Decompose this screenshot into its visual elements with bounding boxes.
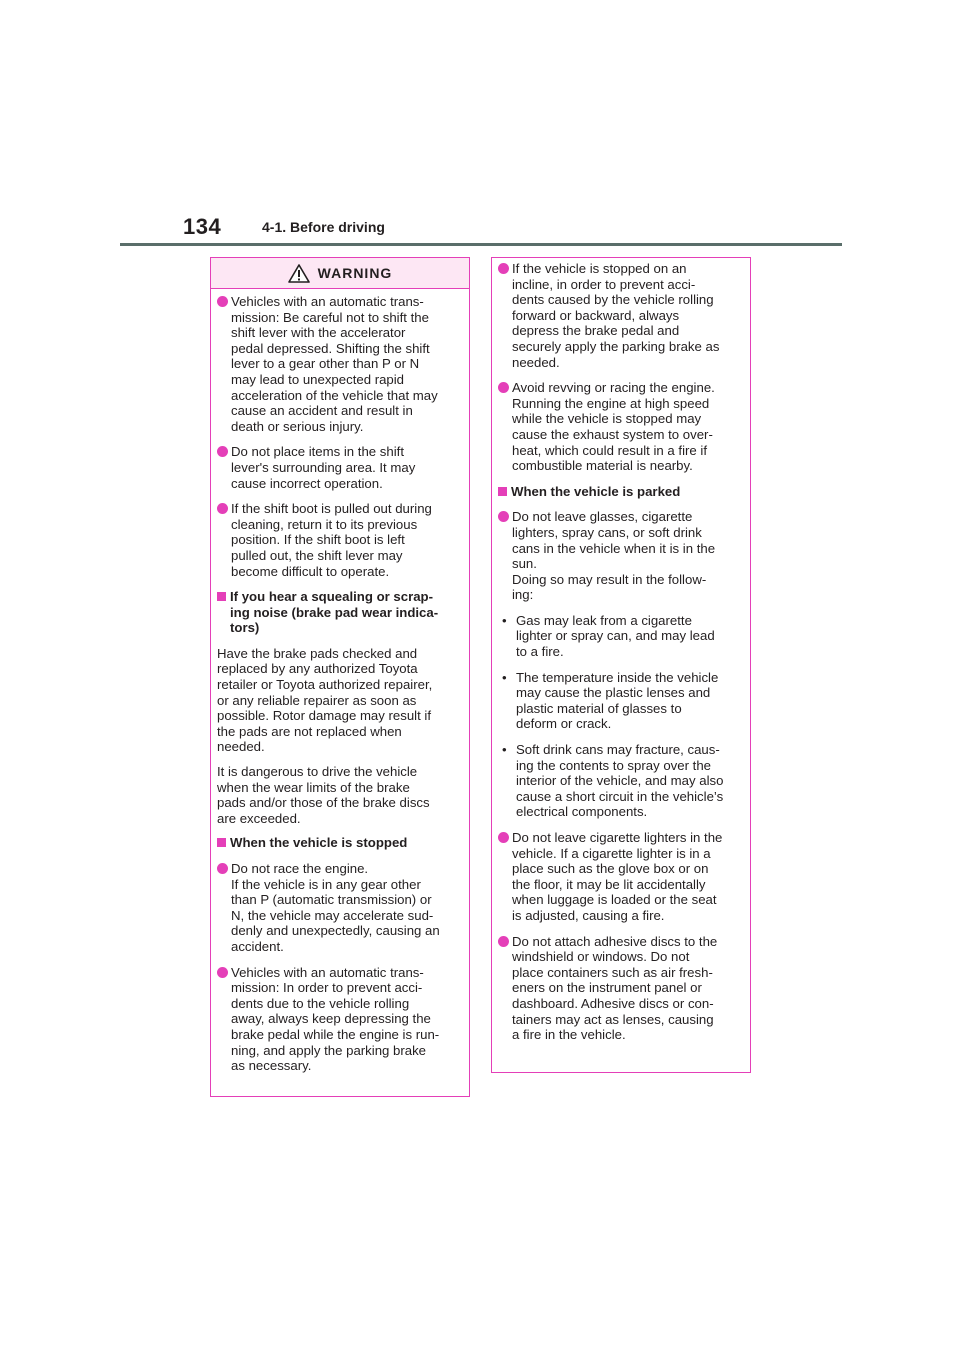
paragraph-text: It is dangerous to drive the vehicle when the wear limits of the brake pads and/or those of the brake discs are exceeded. <box>217 764 430 826</box>
bullet-dot-icon <box>498 511 509 522</box>
bullet-item <box>498 509 744 603</box>
bullet-dot-icon <box>217 863 228 874</box>
bullet-dot-icon <box>217 967 228 978</box>
bullet-text: Do not leave cigarette lighters in the vehicle. If a cigarette lighter is in a place such as the glove box or on the floor, it may be lit accidentally when luggage is loaded or the seat is adjusted, causing a fire. <box>512 830 723 923</box>
warning-content-left <box>211 289 469 1074</box>
bullet-item <box>217 861 463 955</box>
sub-bullet-text: The temperature inside the vehicle may cause the plastic lenses and plastic material of glasses to deform or crack. <box>516 669 719 732</box>
sub-bullet-text: Gas may leak from a cigarette lighter or spray can, and may lead to a fire. <box>516 612 715 660</box>
bullet-item <box>217 501 463 579</box>
warning-title: WARNING <box>317 265 393 281</box>
square-marker-icon <box>498 487 507 496</box>
bullet-dot-icon <box>217 503 228 514</box>
section-title: 4-1. Before driving <box>262 219 385 235</box>
bullet-dot-icon <box>498 936 509 947</box>
square-marker-icon <box>217 592 226 601</box>
bullet-item <box>498 934 744 1043</box>
sub-bullet-item <box>498 742 744 820</box>
paragraph <box>217 764 463 826</box>
subsection-heading <box>217 589 463 636</box>
sub-bullet-mark: • <box>502 612 507 628</box>
bullet-item <box>498 830 744 924</box>
bullet-dot-icon <box>498 382 509 393</box>
bullet-item <box>217 294 463 434</box>
sub-bullet-mark: • <box>502 742 507 758</box>
bullet-text: Vehicles with an automatic trans- mission: In order to prevent acci- dents due to the vehicle rolling away, always keep depressing the brake pedal while the engine is run- ning, and apply the parking brake as necessary. <box>231 964 440 1074</box>
bullet-text: Do not attach adhesive discs to the windshield or windows. Do not place containers such as air fresh- eners on the instrument panel or dashboard. Adhesive discs or con- tainers may act as lenses, causing a fire in the vehicle. <box>512 933 718 1043</box>
bullet-text: If the vehicle is stopped on an incline, in order to prevent acci- dents caused by the vehicle rolling forward or backward, always depress the brake pedal and securely apply the parking brake as needed. <box>512 261 720 370</box>
bullet-dot-icon <box>217 446 228 457</box>
page-number: 134 <box>183 214 222 239</box>
paragraph <box>217 646 463 755</box>
sub-bullet-mark: • <box>502 669 507 685</box>
bullet-text: If the shift boot is pulled out during cleaning, return it to its previous position. If the shift boot is left pulled out, the shift lever may become difficult to operate. <box>231 501 432 579</box>
subsection-heading <box>498 484 744 500</box>
bullet-dot-icon <box>217 296 228 307</box>
heading-text: If you hear a squealing or scrap- ing noise (brake pad wear indica- tors) <box>230 589 439 636</box>
sub-bullet-item <box>498 670 744 732</box>
bullet-item <box>217 444 463 491</box>
bullet-item <box>217 965 463 1074</box>
warning-header <box>211 258 469 289</box>
heading-text: When the vehicle is stopped <box>230 835 408 851</box>
bullet-text: Do not leave glasses, cigarette lighters, spray cans, or soft drink cans in the vehicle when it is in the sun. Doing so may result in the follow- ing: <box>512 509 716 603</box>
header-rule <box>120 243 842 246</box>
bullet-text: Avoid revving or racing the engine. Running the engine at high speed while the vehicle is stopped may cause the exhaust system to over- heat, which could result in a fire if combustible material is nearby. <box>512 380 715 474</box>
warning-content-right <box>492 258 750 1043</box>
bullet-dot-icon <box>498 263 509 274</box>
bullet-text: Do not race the engine. If the vehicle is in any gear other than P (automatic transmission) or N, the vehicle may accelerate sud- denly and unexpectedly, causing an accident. <box>231 861 440 954</box>
bullet-item <box>498 380 744 474</box>
subsection-heading <box>217 835 463 851</box>
bullet-text: Vehicles with an automatic trans- mission: Be careful not to shift the shift lever with the accelerator pedal depressed. Shifting the shift lever to a gear other than P or N may lead to unexpected rapid acceleration of the vehicle that may cause an accident and result in death or serious injury. <box>231 294 438 434</box>
square-marker-icon <box>217 838 226 847</box>
sub-bullet-item <box>498 613 744 660</box>
paragraph-text: Have the brake pads checked and replaced by any authorized Toyota retailer or Toyota authorized repairer, or any reliable repairer as soon as possible. Rotor damage may result if the pads are not replaced when needed. <box>217 645 433 755</box>
bullet-item <box>498 261 744 370</box>
heading-text: When the vehicle is parked <box>511 483 681 499</box>
warning-triangle-icon <box>288 264 310 283</box>
bullet-dot-icon <box>498 832 509 843</box>
bullet-text: Do not place items in the shift lever's surrounding area. It may cause incorrect operation. <box>231 444 416 491</box>
warning-box-right <box>491 257 751 1073</box>
warning-box-left <box>210 257 470 1097</box>
sub-bullet-text: Soft drink cans may fracture, caus- ing the contents to spray over the interior of the vehicle, and may also cause a short circuit in the vehicle’s electrical components. <box>516 742 724 820</box>
